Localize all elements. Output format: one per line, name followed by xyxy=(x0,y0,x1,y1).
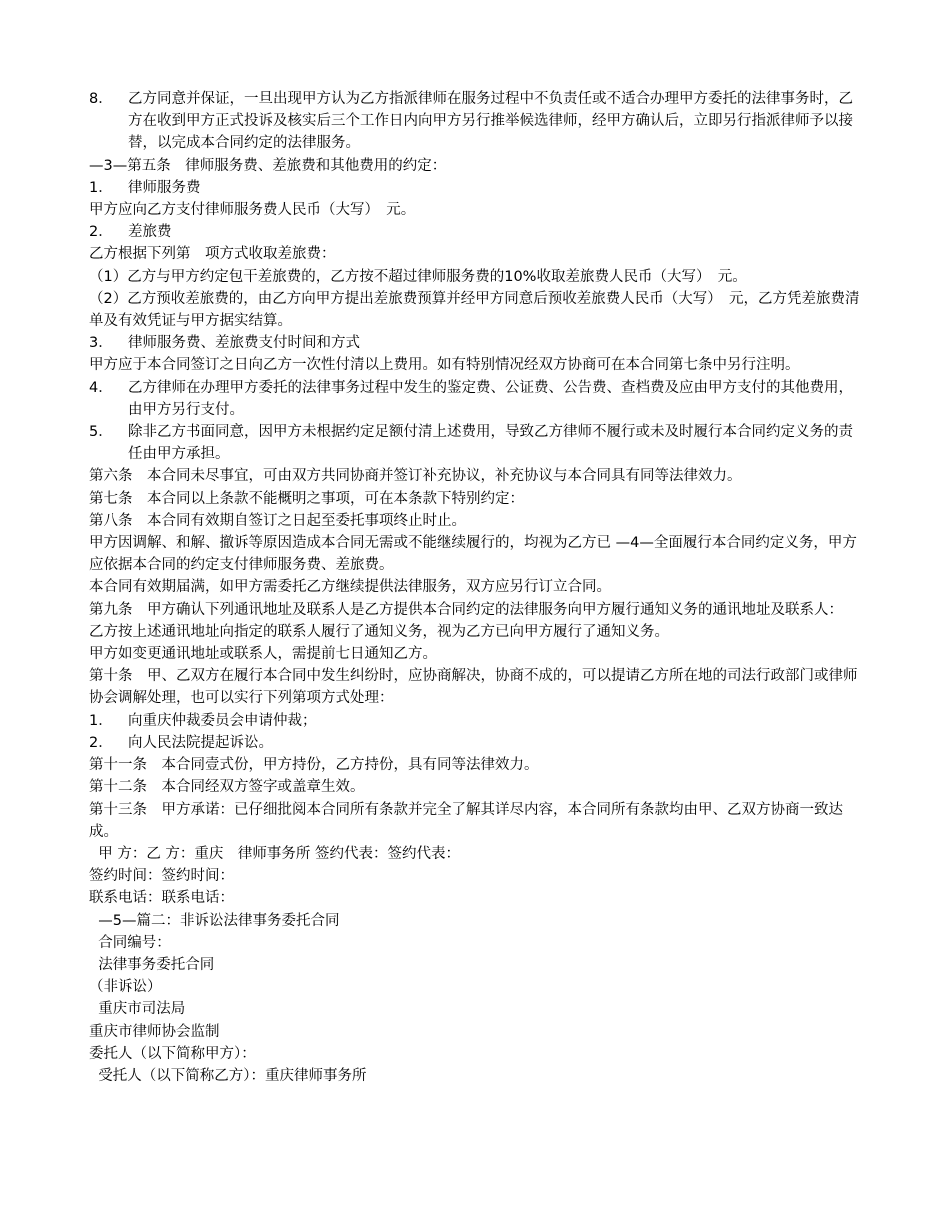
text-line xyxy=(89,910,866,932)
text-line xyxy=(89,621,866,643)
text-line xyxy=(89,510,866,532)
line-text: 受托人（以下简称乙方）：重庆律师事务所 xyxy=(89,1067,367,1084)
numbered-line xyxy=(89,221,866,243)
text-line xyxy=(89,799,866,843)
text-line xyxy=(89,1021,866,1043)
line-number: 2． xyxy=(89,224,113,241)
text-line xyxy=(89,643,866,665)
text-line xyxy=(89,776,866,798)
text-line xyxy=(89,665,866,709)
text-line xyxy=(89,465,866,487)
line-text: 第十一条 本合同壹式份，甲方持份，乙方持份，具有同等法律效力。 xyxy=(89,757,539,774)
text-line xyxy=(89,576,866,598)
text-line xyxy=(89,532,866,576)
line-text: 重庆市司法局 xyxy=(89,1001,186,1018)
line-number: 3． xyxy=(89,335,113,352)
text-line xyxy=(89,887,866,909)
text-line xyxy=(89,865,866,887)
text-line xyxy=(89,1065,866,1087)
line-text: —5—篇二：非诉讼法律事务委托合同 xyxy=(89,912,340,929)
line-text: —3—第五条 律师服务费、差旅费和其他费用的约定： xyxy=(89,157,447,174)
line-number: 8． xyxy=(89,91,113,107)
text-line xyxy=(89,266,866,288)
numbered-line xyxy=(89,710,866,732)
line-text: （2）乙方预收差旅费的，由乙方向甲方提出差旅费预算并经甲方同意后预收差旅费人民币（大写） 元，乙方凭差旅费清单及有效凭证与甲方据实结算。 xyxy=(89,290,860,330)
line-text: 律师服务费、差旅费支付时间和方式 xyxy=(128,335,360,352)
text-line xyxy=(89,599,866,621)
line-text: 重庆市律师协会监制 xyxy=(89,1023,220,1040)
text-line xyxy=(89,488,866,510)
line-text: 甲方应于本合同签订之日向乙方一次性付清以上费用。如有特别情况经双方协商可在本合同第七条中另行注明。 xyxy=(89,357,800,374)
line-text: 签约时间：签约时间： xyxy=(89,868,234,885)
numbered-line xyxy=(89,421,866,465)
numbered-line xyxy=(89,732,866,754)
line-text: 第七条 本合同以上条款不能概明之事项，可在本条款下特别约定： xyxy=(89,490,524,507)
line-text: 除非乙方书面同意，因甲方未根据约定足额付清上述费用，导致乙方律师不履行或未及时履行本合同约定义务的责任由甲方承担。 xyxy=(128,424,853,463)
text-line xyxy=(89,155,866,177)
line-text: 联系电话：联系电话： xyxy=(89,890,234,907)
text-line xyxy=(89,199,866,221)
line-text: 乙方根据下列第 项方式收取差旅费： xyxy=(89,246,336,263)
text-line xyxy=(89,843,866,865)
line-text: 第六条 本合同未尽事宜，可由双方共同协商并签订补充协议，补充协议与本合同具有同等法律效力。 xyxy=(89,468,742,485)
line-text: 乙方同意并保证，一旦出现甲方认为乙方指派律师在服务过程中不负责任或不适合办理甲方委托的法律事务时，乙方在收到甲方正式投诉及核实后三个工作日内向甲方另行推举候选律师，经甲方确认后，立即另行指派律师予以接替，以完成本合同约定的法律服务。 xyxy=(128,91,853,152)
line-text: 第九条 甲方确认下列通讯地址及联系人是乙方提供本合同约定的法律服务向甲方履行通知义务的通讯地址及联系人： xyxy=(89,601,843,618)
line-text: 律师服务费 xyxy=(128,179,201,196)
line-text: 乙方按上述通讯地址向指定的联系人履行了通知义务，视为乙方已向甲方履行了通知义务。 xyxy=(89,623,669,640)
numbered-line xyxy=(89,332,866,354)
line-number: 2． xyxy=(89,734,113,751)
line-text: 本合同有效期届满，如甲方需委托乙方继续提供法律服务，双方应另行订立合同。 xyxy=(89,579,611,596)
line-text: 甲方应向乙方支付律师服务费人民币（大写） 元。 xyxy=(89,202,416,219)
line-text: 乙方律师在办理甲方委托的法律事务过程中发生的鉴定费、公证费、公告费、查档费及应由甲方支付的其他费用，由甲方另行支付。 xyxy=(128,379,853,418)
text-line xyxy=(89,288,866,332)
line-text: 差旅费 xyxy=(128,224,172,241)
line-text: 第十条 甲、乙双方在履行本合同中发生纠纷时，应协商解决，协商不成的，可以提请乙方所在地的司法行政部门或律师协会调解处理，也可以实行下列第项方式处理： xyxy=(89,668,858,707)
text-line xyxy=(89,1043,866,1065)
line-text: 法律事务委托合同 xyxy=(89,956,215,973)
text-line xyxy=(89,932,866,954)
line-text: 向重庆仲裁委员会申请仲裁； xyxy=(128,712,317,729)
line-text: 向人民法院提起诉讼。 xyxy=(128,734,273,751)
text-line xyxy=(89,954,866,976)
line-text: 第十二条 本合同经双方签字或盖章生效。 xyxy=(89,779,365,796)
numbered-line xyxy=(89,177,866,199)
line-number: 4． xyxy=(89,379,113,396)
text-line xyxy=(89,998,866,1020)
line-text: 合同编号： xyxy=(89,934,171,951)
line-text: 第十三条 甲方承诺：已仔细批阅本合同所有条款并完全了解其详尽内容，本合同所有条款均由甲、乙双方协商一致达成。 xyxy=(89,801,843,840)
line-text: （1）乙方与甲方约定包干差旅费的，乙方按不超过律师服务费的10%收取差旅费人民币（大写） 元。 xyxy=(89,268,747,285)
text-line xyxy=(89,354,866,376)
line-text: 甲方如变更通讯地址或联系人，需提前七日通知乙方。 xyxy=(89,646,437,663)
document-body xyxy=(89,88,866,1087)
line-text: 甲方因调解、和解、撤诉等原因造成本合同无需或不能继续履行的，均视为乙方已 —4—全面履行本合同约定义务，甲方应依据本合同的约定支付律师服务费、差旅费。 xyxy=(89,535,857,574)
text-line xyxy=(89,243,866,265)
numbered-line xyxy=(89,88,866,155)
line-text: （非诉讼） xyxy=(89,979,162,996)
line-number: 1． xyxy=(89,712,113,729)
line-text: 甲 方：乙 方：重庆 律师事务所 签约代表：签约代表： xyxy=(89,845,461,862)
text-line xyxy=(89,976,866,998)
text-line xyxy=(89,754,866,776)
line-text: 委托人（以下简称甲方）： xyxy=(89,1045,256,1062)
line-text: 第八条 本合同有效期自签订之日起至委托事项终止时止。 xyxy=(89,512,466,529)
line-number: 5． xyxy=(89,424,113,441)
numbered-line xyxy=(89,377,866,421)
line-number: 1． xyxy=(89,179,113,196)
